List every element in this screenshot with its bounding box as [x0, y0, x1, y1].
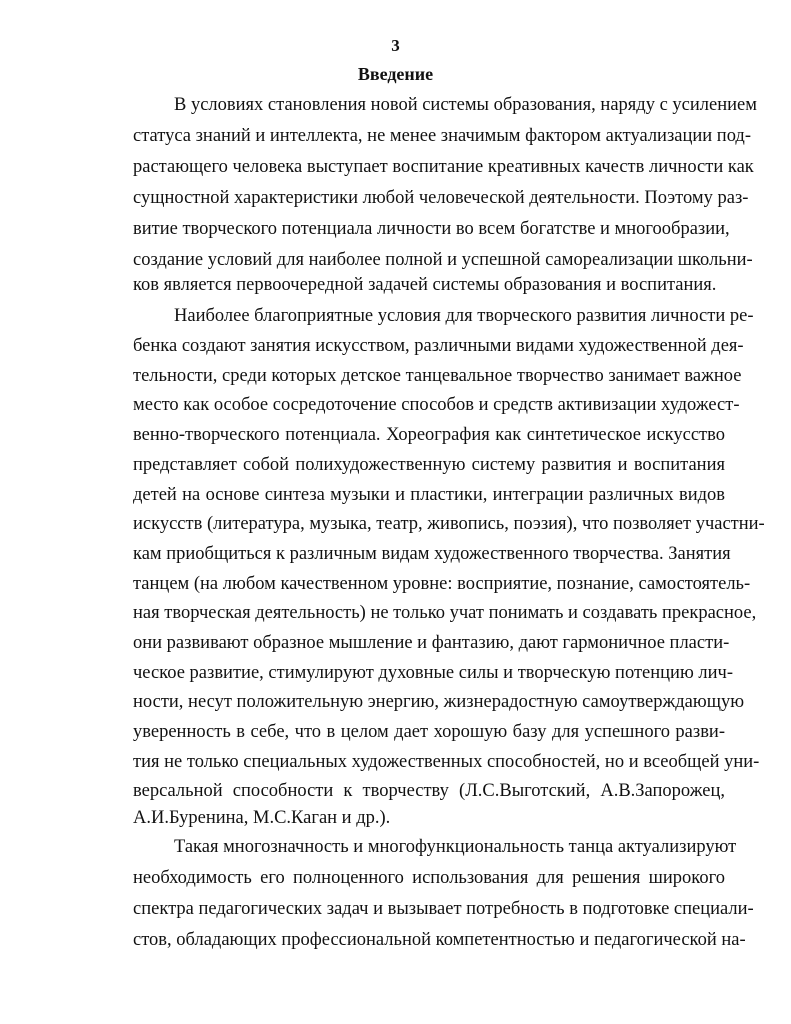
- text-line: детей на основе синтеза музыки и пластики, интеграции различных видов: [133, 485, 725, 505]
- text-line: ков является первоочередной задачей системы образования и воспитания.: [133, 275, 717, 295]
- text-line: бенка создают занятия искусством, различными видами художественной дея-: [133, 336, 744, 356]
- text-line: сущностной характеристики любой человеческой деятельности. Поэтому раз-: [133, 188, 749, 208]
- text-line: спектра педагогических задач и вызывает потребность в подготовке специали-: [133, 899, 754, 919]
- text-line: Наиболее благоприятные условия для творческого развития личности ре-: [174, 306, 754, 326]
- section-heading: Введение: [357, 64, 434, 84]
- text-line: искусств (литература, музыка, театр, живопись, поэзия), что позволяет участни-: [133, 514, 765, 534]
- text-line: Такая многозначность и многофункциональность танца актуализируют: [174, 837, 737, 857]
- text-line: венно-творческого потенциала. Хореография как синтетическое искусство: [133, 425, 725, 445]
- text-line: стов, обладающих профессиональной компетентностью и педагогической на-: [133, 930, 746, 950]
- page-number: 3: [391, 36, 400, 55]
- text-line: ческое развитие, стимулируют духовные силы и творческую потенцию лич-: [133, 663, 733, 683]
- text-line: ности, несут положительную энергию, жизнерадостную самоутверждающую: [133, 692, 745, 712]
- text-line: ная творческая деятельность) не только учат понимать и создавать прекрасное,: [133, 603, 757, 623]
- text-line: тия не только специальных художественных способностей, но и всеобщей уни-: [133, 752, 760, 772]
- text-line: статуса знаний и интеллекта, не менее значимым фактором актуализации под-: [133, 126, 751, 146]
- text-line: тельности, среди которых детское танцевальное творчество занимает важное: [133, 366, 742, 386]
- text-line: создание условий для наиболее полной и успешной самореализации школьни-: [133, 250, 753, 270]
- text-line: место как особое сосредоточение способов и средств активизации художест-: [133, 395, 740, 415]
- text-line: растающего человека выступает воспитание креативных качеств личности как: [133, 157, 754, 177]
- text-line: витие творческого потенциала личности во всем богатстве и многообразии,: [133, 219, 730, 239]
- text-line: А.И.Буренина, М.С.Каган и др.).: [133, 808, 391, 828]
- text-line: необходимость его полноценного использования для решения широкого: [133, 868, 725, 888]
- text-line: уверенность в себе, что в целом дает хорошую базу для успешного разви-: [133, 722, 725, 742]
- text-line: В условиях становления новой системы образования, наряду с усилением: [174, 95, 757, 115]
- text-line: танцем (на любом качественном уровне: восприятие, познание, самостоятель-: [133, 574, 751, 594]
- text-line: представляет собой полихудожественную систему развития и воспитания: [133, 455, 725, 475]
- text-line: кам приобщиться к различным видам художественного творчества. Занятия: [133, 544, 731, 564]
- text-line: они развивают образное мышление и фантазию, дают гармоничное пласти-: [133, 633, 730, 653]
- text-line: версальной способности к творчеству (Л.С.Выготский, А.В.Запорожец,: [133, 781, 725, 801]
